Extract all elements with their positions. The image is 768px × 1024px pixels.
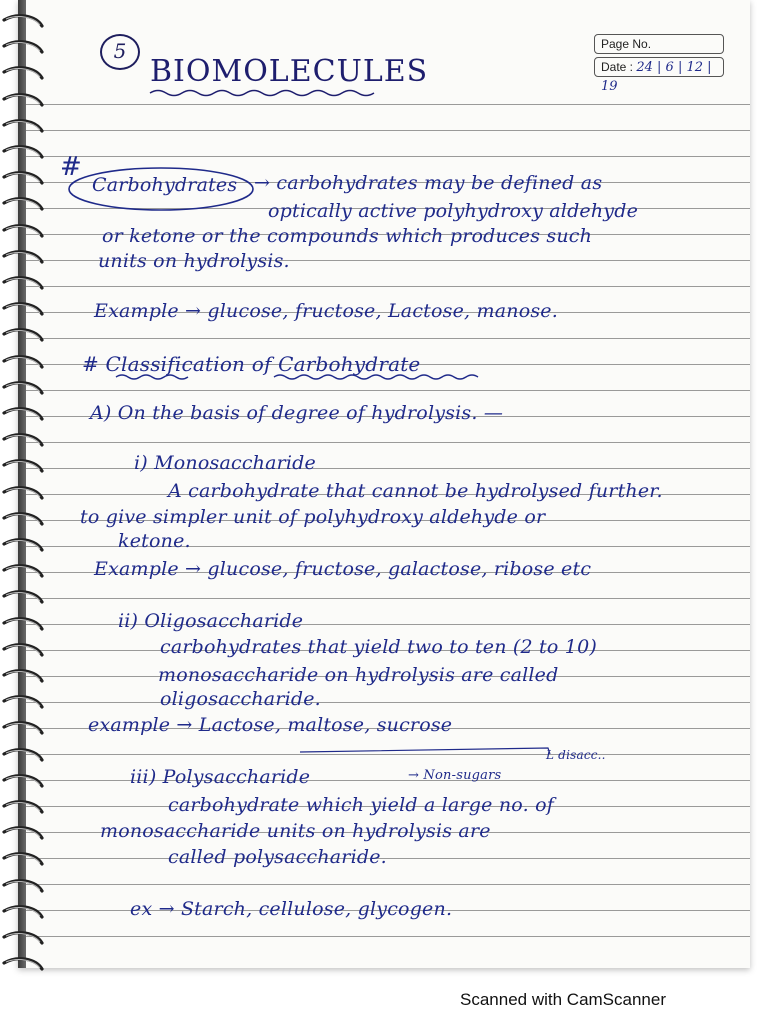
spiral-ring	[0, 66, 46, 84]
spiral-ring	[0, 276, 46, 294]
basis-line: A) On the basis of degree of hydrolysis. —	[90, 402, 504, 424]
spiral-ring	[0, 171, 46, 189]
spiral-ring	[0, 355, 46, 373]
spiral-ring	[0, 250, 46, 268]
ruled-line	[18, 156, 750, 157]
oligo-def-line-2: monosaccharide on hydrolysis are called	[158, 664, 559, 686]
ruled-line	[18, 338, 750, 339]
poly-example: ex → Starch, cellulose, glycogen.	[130, 898, 453, 920]
ruled-line	[18, 468, 750, 469]
ruled-line	[18, 780, 750, 781]
spiral-ring	[0, 617, 46, 635]
notebook-page	[18, 0, 750, 968]
spiral-ring	[0, 512, 46, 530]
spiral-ring	[0, 407, 46, 425]
ruled-line	[18, 598, 750, 599]
spiral-ring	[0, 879, 46, 897]
carbohydrates-heading: Carbohydrates	[92, 174, 238, 196]
poly-def-line-3: called polysaccharide.	[168, 846, 387, 868]
mono-def-line-3: ketone.	[118, 530, 191, 552]
ruled-line	[18, 936, 750, 937]
oligo-note: L disacc..	[546, 748, 606, 762]
ruled-line	[18, 442, 750, 443]
spiral-ring	[0, 695, 46, 713]
ruled-line	[18, 104, 750, 105]
spiral-ring	[0, 669, 46, 687]
spiral-ring	[0, 800, 46, 818]
spiral-ring	[0, 852, 46, 870]
hash-mark: #	[60, 152, 82, 182]
page-no-label: Page No.	[601, 37, 652, 51]
ruled-line	[18, 130, 750, 131]
page-title: BIOMOLECULES	[150, 54, 429, 89]
oligo-heading: ii) Oligosaccharide	[118, 610, 304, 632]
spiral-ring	[0, 40, 46, 58]
date-label: Date :	[601, 60, 634, 74]
spiral-ring	[0, 721, 46, 739]
oligo-def-line-3: oligosaccharide.	[160, 688, 321, 710]
spiral-ring	[0, 302, 46, 320]
spiral-ring	[0, 459, 46, 477]
spiral-ring	[0, 14, 46, 32]
carbo-def-line-1: → carbohydrates may be defined as	[254, 172, 603, 194]
mono-def-line-2: to give simpler unit of polyhydroxy aldehyde or	[80, 506, 546, 528]
poly-heading: iii) Polysaccharide	[130, 766, 311, 788]
title-underline	[148, 88, 378, 98]
page-no-box	[594, 34, 724, 54]
ruled-line	[18, 286, 750, 287]
page-number-circle	[100, 34, 140, 70]
oligo-def-line-1: carbohydrates that yield two to ten (2 to 10)	[160, 636, 597, 658]
spiral-ring	[0, 328, 46, 346]
carbo-def-line-2: optically active polyhydroxy aldehyde	[268, 200, 639, 222]
spiral-ring	[0, 931, 46, 949]
spiral-ring	[0, 381, 46, 399]
poly-def-line-2: monosaccharide units on hydrolysis are	[100, 820, 491, 842]
spiral-ring	[0, 774, 46, 792]
mono-heading: i) Monosaccharide	[134, 452, 316, 474]
spiral-ring	[0, 197, 46, 215]
spiral-ring	[0, 564, 46, 582]
carbo-def-line-4: units on hydrolysis.	[98, 250, 290, 272]
spiral-ring	[0, 224, 46, 242]
spiral-ring	[0, 433, 46, 451]
ruled-line	[18, 702, 750, 703]
spiral-ring	[0, 119, 46, 137]
date-box	[594, 57, 724, 94]
date-value: 24 | 6 | 12 | 19	[601, 60, 712, 94]
poly-def-line-1: carbohydrate which yield a large no. of	[168, 794, 554, 816]
oligo-bracket	[298, 742, 558, 756]
oligo-example: example → Lactose, maltose, sucrose	[88, 714, 453, 736]
example-line-1: Example → glucose, fructose, Lactose, manose.	[94, 300, 558, 322]
spiral-ring	[0, 145, 46, 163]
mono-def-line-1: A carbohydrate that cannot be hydrolysed further.	[168, 480, 663, 502]
ruled-line	[18, 390, 750, 391]
spiral-ring	[0, 826, 46, 844]
spiral-ring	[0, 93, 46, 111]
poly-note: → Non-sugars	[408, 768, 502, 783]
spiral-ring	[0, 905, 46, 923]
classification-underline	[114, 372, 504, 382]
spiral-ring	[0, 748, 46, 766]
scanner-watermark: Scanned with CamScanner	[460, 990, 667, 1009]
classification-heading: # Classification of Carbohydrate	[82, 352, 421, 376]
mono-example: Example → glucose, fructose, galactose, ribose etc	[94, 558, 592, 580]
carbo-def-line-3: or ketone or the compounds which produces such	[102, 225, 593, 247]
spiral-ring	[0, 538, 46, 556]
spiral-ring	[0, 590, 46, 608]
spiral-ring	[0, 486, 46, 504]
spiral-ring	[0, 957, 46, 975]
ruled-line	[18, 884, 750, 885]
page-number: 5	[113, 39, 127, 63]
spiral-ring	[0, 643, 46, 661]
